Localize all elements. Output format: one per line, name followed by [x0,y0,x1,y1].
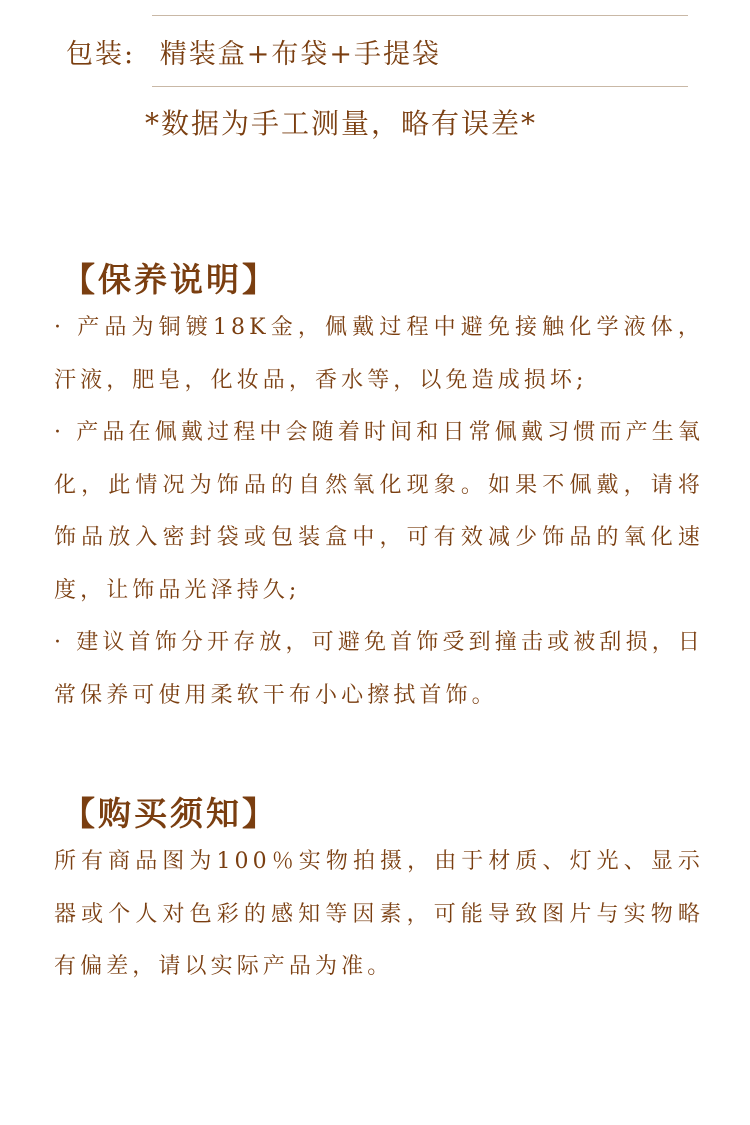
packaging-line [66,32,441,71]
care-paragraph-2: · 产品在佩戴过程中会随着时间和日常佩戴习惯而产生氧化，此情况为饰品的自然氧化现象。如果不佩戴，请将饰品放入密封袋或包装盒中，可有效减少饰品的氧化速度，让饰品光泽持久; [54,420,704,603]
packaging-value: 精装盒+布袋+手提袋 [159,39,441,70]
packaging-divider [152,86,688,87]
care-paragraph-3: · 建议首饰分开存放，可避免首饰受到撞击或被刮损，日常保养可使用柔软干布小心擦拭首饰。 [54,630,704,708]
care-paragraph-1: · 产品为铜镀18K金，佩戴过程中避免接触化学液体，汗液，肥皂，化妆品，香水等，以免造成损坏; [54,315,704,393]
packaging-label: 包装: [66,39,136,70]
measurement-note: *数据为手工测量，略有误差* [145,107,538,140]
care-section-title: 【保养说明】 [62,260,278,299]
purchase-section-title: 【购买须知】 [62,794,278,833]
top-divider [152,15,688,16]
purchase-paragraph: 所有商品图为100％实物拍摄，由于材质、灯光、显示器或个人对色彩的感知等因素，可能导致图片与实物略有偏差，请以实际产品为准。 [54,849,704,979]
